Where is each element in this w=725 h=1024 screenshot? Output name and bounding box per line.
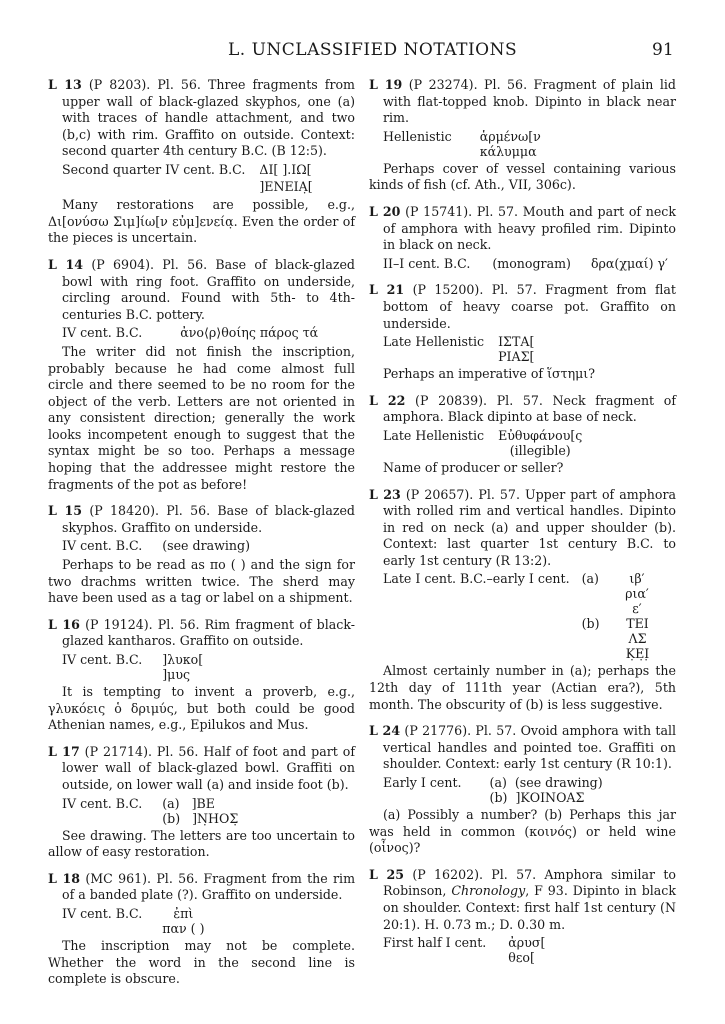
- inscription-text: ]ΚΟΙΝΟΑΣ: [515, 790, 585, 806]
- commentary: It is tempting to invent a proverb, e.g., γλυκόεις ὁ δριμύς, but both could be good Athenian names, e.g., Epilukos and Mus.: [48, 684, 355, 733]
- entry-label: L 15: [48, 503, 83, 519]
- entry-description: (P 20839). Pl. 57. Neck fragment of amphora. Black dipinto at base of neck.: [383, 392, 676, 425]
- commentary: Name of producer or seller?: [383, 459, 564, 475]
- entry-description: (P 20657). Pl. 57. Upper part of amphora with rolled rim and vertical handles. Dipinto in red on neck (a) and upper shoulder (b). Context: last quarter 1st century B.C. to early 1st century (R 13:2).: [383, 486, 677, 568]
- entry-l22: [369, 393, 676, 477]
- inscription-row: [369, 334, 676, 364]
- date: Late I cent. B.C.–early I cent.: [383, 571, 570, 587]
- entry-head: [369, 867, 676, 933]
- inscription-text: ἀνο⟨ρ⟩θοίης πάρος τά: [180, 325, 319, 341]
- entry-l13: [48, 77, 355, 247]
- commentary: The writer did not finish the inscription, probably because he had come almost full circle and there seemed to be no room for the object of the verb. Letters are not oriented in any consistent direction; generally the work looks incompetent enough to suggest that the syntax might be so too. Perhaps a message hoping that the addressee might restore the fragments of the pot as before!: [48, 343, 355, 492]
- entry-l18: [48, 871, 355, 988]
- entry-l24: [369, 723, 676, 857]
- inscription-row: [48, 796, 355, 826]
- inscription-line: ΡΙΑΣ[: [498, 349, 535, 365]
- entry-label: L 17: [48, 743, 80, 759]
- inscription-row: [48, 906, 355, 936]
- inscription-lines: [498, 428, 582, 458]
- part-label: (b): [162, 810, 181, 826]
- entry-description-italic: Chronology: [451, 883, 526, 899]
- inscription-line: παν ( ): [162, 920, 205, 936]
- inscription-row: [48, 652, 355, 682]
- entry-l20: [369, 204, 676, 272]
- inscription-row: [369, 775, 676, 805]
- entry-description: (P 21714). Pl. 56. Half of foot and part of lower wall of black-glazed bowl. Graffiti on outside, on lower wall (a) and inside foot (b).: [62, 743, 355, 792]
- entry-l19: [369, 77, 676, 194]
- entry-label: L 21: [369, 282, 405, 298]
- entry-label: L 23: [369, 486, 401, 502]
- running-header: [0, 40, 725, 62]
- entry-label: L 20: [369, 203, 401, 219]
- inscription-row: [48, 325, 355, 342]
- inscription-note: (monogram): [492, 255, 571, 271]
- inscription-line: ἐπὶ: [173, 905, 194, 921]
- page-number: 91: [652, 40, 674, 60]
- inscription-text: ΔΙ[ ].ΙΩ[ ]ΕΝΕΙΑ̣[: [259, 161, 313, 194]
- inscription-line: κάλυμμα: [479, 143, 537, 159]
- inscription-groups: [582, 571, 658, 661]
- inscription-line: ΙΣΤΑ[: [498, 334, 535, 350]
- inscription-row: [369, 428, 676, 458]
- entry-description: (P 19124). Pl. 56. Rim fragment of black-glazed kantharos. Graffito on outside.: [62, 616, 355, 649]
- inscription-line: ε′: [632, 601, 642, 617]
- inscription-lines: [162, 652, 203, 682]
- inscription-line: (illegible): [509, 442, 571, 458]
- entry-head: [369, 77, 676, 127]
- inscription-line-b: [162, 811, 238, 826]
- commentary: See drawing. The letters are too uncertain to allow of easy restoration.: [48, 827, 355, 860]
- inscription-line: θεο[: [508, 950, 535, 966]
- part-label: (a): [581, 571, 599, 587]
- inscription-row: [48, 538, 355, 555]
- date: Early I cent.: [383, 775, 462, 791]
- inscription-text: ]ΒΕ: [191, 795, 215, 811]
- entry-head: [369, 393, 676, 426]
- entry-description: (P 15741). Pl. 57. Mouth and part of neck of amphora with heavy profiled rim. Dipinto in black on neck.: [383, 203, 676, 253]
- inscription-lines: [162, 906, 204, 936]
- commentary: Many restorations are possible, e.g., Δι[ονύσω Σιμ]ίω[ν εὐμ]ενεία̣. Even the order of the pieces is uncertain.: [48, 197, 355, 246]
- commentary: Perhaps an imperative of ἵστημι?: [383, 366, 595, 382]
- date: IV cent. B.C.: [62, 325, 143, 341]
- inscription-line: ιβ′: [629, 571, 645, 587]
- date: IV cent. B.C.: [62, 905, 143, 921]
- date: Late Hellenistic: [383, 427, 485, 443]
- entry-label: L 22: [369, 392, 406, 408]
- inscription-row: [48, 162, 355, 195]
- group-b: [582, 616, 658, 661]
- entry-description: (P 23274). Pl. 56. Fragment of plain lid with flat-topped knob. Dipinto in black near rim.: [383, 77, 676, 126]
- entry-head: [48, 617, 355, 650]
- entry-l25: [369, 867, 676, 965]
- inscription-lines: [508, 935, 545, 965]
- part-label: (b): [581, 616, 600, 632]
- part-label: (a): [162, 795, 180, 811]
- inscription-lines: [162, 796, 238, 826]
- commentary: (a) Possibly a number? (b) Perhaps this jar was held in common (κοινός) or held wine (οἶνος)?: [369, 807, 676, 856]
- entry-l23: [369, 487, 676, 714]
- inscription-row: [369, 571, 676, 661]
- inscription-text: ]Ν̣ΗΟΣ̣: [192, 810, 239, 826]
- entry-description: (P 6904). Pl. 56. Base of black-glazed bowl with ring foot. Graffito on underside, circling around. Found with 5th- to 4th-centuries B.C. pottery.: [62, 256, 355, 322]
- part-label: (a): [489, 775, 507, 791]
- entry-description: (P 21776). Pl. 57. Ovoid amphora with tall vertical handles and pointed toe. Graffiti on shoulder. Context: early 1st century (R 10:1).: [383, 723, 677, 772]
- entry-description: (P 18420). Pl. 56. Base of black-glazed skyphos. Graffito on underside.: [62, 503, 355, 535]
- inscription-row: [369, 256, 676, 273]
- commentary: The inscription may not be complete. Whether the word in the second line is complete is obscure.: [48, 937, 355, 987]
- entry-l21: [369, 282, 676, 382]
- date: IV cent. B.C.: [62, 795, 143, 811]
- inscription-lines: [498, 334, 534, 364]
- entry-head: [48, 744, 355, 794]
- entry-head: [48, 503, 355, 536]
- entry-l17: [48, 744, 355, 861]
- entry-head: [369, 204, 676, 254]
- entry-label: L 16: [48, 616, 80, 632]
- entry-l16: [48, 617, 355, 734]
- inscription-line: Εὐθυφάνου[ς: [498, 427, 583, 443]
- inscription-line-b: [490, 790, 603, 805]
- inscription-lines: [480, 129, 541, 159]
- inscription-line: Κ̣Ε̣Ι̣: [625, 646, 650, 662]
- inscription-text: δρα(χμαί) γ′: [590, 255, 668, 271]
- inscription-line: ρια′: [625, 586, 649, 602]
- inscription-text: (see drawing): [162, 538, 250, 554]
- entry-description: (MC 961). Pl. 56. Fragment from the rim of a banded plate (?). Graffito on underside.: [62, 870, 356, 903]
- part-label: (b): [489, 790, 508, 806]
- inscription-line: ]μυς: [162, 667, 191, 682]
- date: Late Hellenistic: [383, 334, 485, 350]
- entry-head: [48, 871, 355, 904]
- group-a: [582, 571, 658, 616]
- entry-description: (P 15200). Pl. 57. Fragment from flat bottom of heavy coarse pot. Graffito on underside.: [383, 282, 676, 331]
- entry-head: [369, 282, 676, 332]
- entry-head: [369, 723, 676, 773]
- date: Hellenistic: [383, 128, 452, 144]
- entry-head: [369, 487, 676, 570]
- entry-label: L 13: [48, 77, 82, 92]
- inscription-line-a: [490, 775, 603, 790]
- entry-head: [48, 257, 355, 323]
- inscription-line: ΤΕΙ: [626, 616, 649, 632]
- entry-description: (P 8203). Pl. 56. Three fragments from upper wall of black-glazed skyphos, one (a) with traces of handle attachment, and two (b,c) with rim. Graffito on outside. Context: second quarter 4th century B.C. (B 12:5).: [62, 77, 355, 159]
- inscription-lines: [617, 616, 657, 661]
- entry-l14: [48, 257, 355, 493]
- inscription-row: [369, 129, 676, 159]
- inscription-lines: [490, 775, 603, 805]
- entry-head: [48, 77, 355, 160]
- entry-l15: [48, 503, 355, 607]
- inscription-line: ]λυκο[: [162, 652, 204, 667]
- commentary: Perhaps to be read as πο ( ) and the sign for two drachms written twice. The sherd may have been used as a tag or label on a shipment.: [48, 557, 355, 606]
- left-column: [48, 77, 355, 998]
- entry-label: L 25: [369, 866, 405, 882]
- date: First half I cent.: [383, 935, 487, 951]
- date: IV cent. B.C.: [62, 652, 143, 667]
- date: IV cent. B.C.: [62, 538, 143, 554]
- inscription-line: ἀρυσ[: [508, 935, 546, 951]
- date: Second quarter IV cent. B.C.: [62, 161, 246, 177]
- entry-description: (P 16202). Pl. 57. Amphora similar to Robinson,: [383, 866, 676, 899]
- inscription-line-a: [162, 796, 238, 811]
- entry-label: L 24: [369, 723, 401, 739]
- inscription-line: ΛΣ: [628, 631, 647, 647]
- entry-label: L 14: [48, 256, 84, 272]
- inscription-row: [369, 935, 676, 965]
- entry-description: , F 93. Dipinto in black on shoulder. Context: first half 1st century (N 20:1). H. 0.73 m.; D. 0.30 m.: [383, 883, 676, 932]
- commentary: Almost certainly number in (a); perhaps the 12th day of 111th year (Actian era?), 5th month. The obscurity of (b) is less suggestive.: [369, 663, 676, 712]
- date: II–I cent. B.C.: [383, 255, 471, 271]
- entry-label: L 19: [369, 77, 403, 92]
- chapter-title: L. UNCLASSIFIED NOTATIONS: [228, 40, 518, 60]
- commentary: Perhaps cover of vessel containing various kinds of fish (cf. Ath., VII, 306c).: [369, 160, 676, 193]
- inscription-lines: [617, 571, 657, 616]
- inscription-line: ἁρμένω[ν: [479, 128, 541, 144]
- right-column: [369, 77, 676, 975]
- entry-label: L 18: [48, 870, 81, 886]
- inscription-text: (see drawing): [514, 775, 603, 791]
